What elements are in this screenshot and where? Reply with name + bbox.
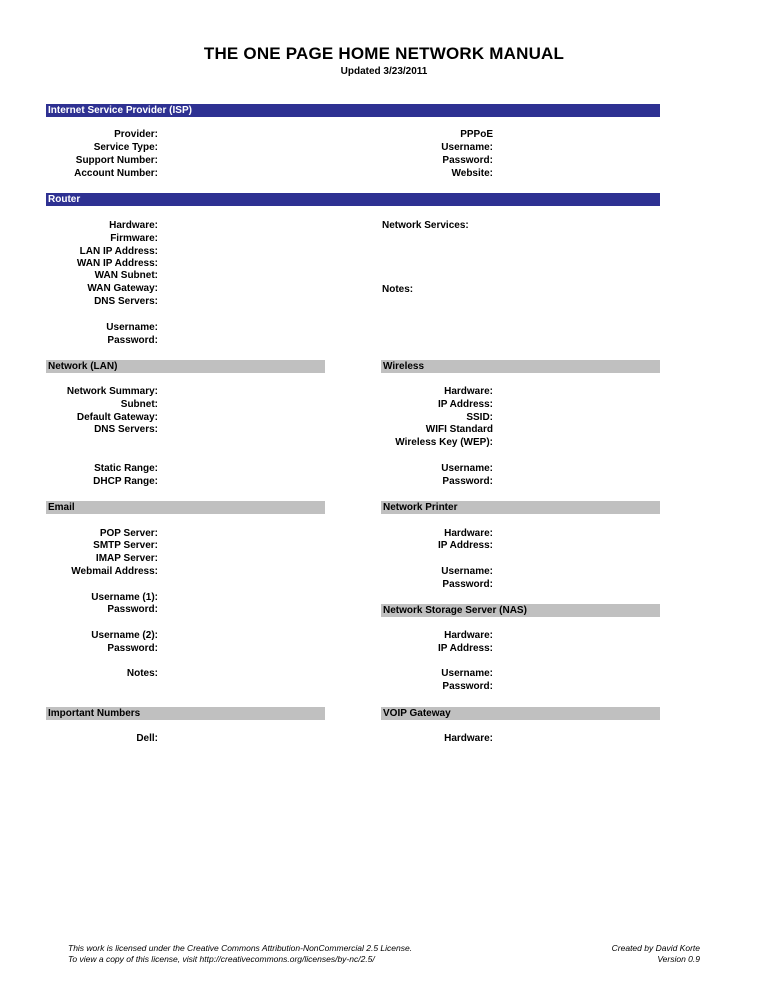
updated-date: Updated 3/23/2011	[340, 66, 428, 77]
isp-password-label: Password:	[442, 155, 493, 166]
email-webmail-address-label: Webmail Address:	[71, 566, 158, 577]
isp-website-label: Website:	[451, 168, 493, 179]
wireless-section-header: Wireless	[381, 360, 660, 373]
isp-provider-label: Provider:	[114, 129, 158, 140]
router-wan-ip-label: WAN IP Address:	[76, 258, 158, 269]
important-numbers-section-header: Important Numbers	[46, 707, 325, 720]
nas-username-label: Username:	[441, 668, 493, 679]
router-hardware-label: Hardware:	[109, 220, 158, 231]
lan-default-gateway-label: Default Gateway:	[76, 412, 158, 423]
voip-section-header: VOIP Gateway	[381, 707, 660, 720]
router-firmware-label: Firmware:	[110, 233, 158, 244]
printer-section-header: Network Printer	[381, 501, 660, 514]
printer-hardware-label: Hardware:	[444, 528, 493, 539]
page-title: THE ONE PAGE HOME NETWORK MANUAL	[203, 44, 565, 63]
email-imap-server-label: IMAP Server:	[95, 553, 158, 564]
nas-hardware-label: Hardware:	[444, 630, 493, 641]
wireless-key-label: Wireless Key (WEP):	[395, 437, 493, 448]
lan-subnet-label: Subnet:	[120, 399, 158, 410]
nas-section-header: Network Storage Server (NAS)	[381, 604, 660, 617]
router-section-header: Router	[46, 193, 660, 206]
email-password-1-label: Password:	[107, 604, 158, 615]
isp-pppoe-label: PPPoE	[460, 129, 493, 140]
email-username-1-label: Username (1):	[91, 592, 158, 603]
email-password-2-label: Password:	[107, 643, 158, 654]
isp-username-label: Username:	[441, 142, 493, 153]
email-smtp-server-label: SMTP Server:	[93, 540, 158, 551]
printer-password-label: Password:	[442, 579, 493, 590]
email-section-header: Email	[46, 501, 325, 514]
printer-username-label: Username:	[441, 566, 493, 577]
email-notes-label: Notes:	[126, 668, 158, 679]
router-username-label: Username:	[106, 322, 158, 333]
wireless-hardware-label: Hardware:	[444, 386, 493, 397]
lan-section-header: Network (LAN)	[46, 360, 325, 373]
wireless-password-label: Password:	[442, 476, 493, 487]
voip-hardware-label: Hardware:	[444, 733, 493, 741]
router-notes-label: Notes:	[382, 284, 414, 295]
nas-password-label: Password:	[442, 681, 493, 692]
wireless-wifi-standard-label: WIFI Standard	[425, 424, 493, 435]
footer-author: Created by David Korte	[611, 943, 700, 953]
router-network-services-label: Network Services:	[382, 220, 469, 231]
lan-dns-servers-label: DNS Servers:	[94, 424, 158, 435]
isp-section-header: Internet Service Provider (ISP)	[46, 104, 660, 117]
footer-license-line-2: To view a copy of this license, visit http://creativecommons.org/licenses/by-nc/2.5/	[68, 954, 375, 964]
footer-version: Version 0.9	[657, 954, 700, 964]
wireless-ip-address-label: IP Address:	[437, 399, 493, 410]
wireless-username-label: Username:	[441, 463, 493, 474]
router-dns-servers-label: DNS Servers:	[94, 296, 158, 307]
wireless-ssid-label: SSID:	[466, 412, 493, 423]
footer-license-line-1: This work is licensed under the Creative Commons Attribution-NonCommercial 2.5 License.	[68, 943, 413, 953]
isp-support-number-label: Support Number:	[75, 155, 158, 166]
lan-dhcp-range-label: DHCP Range:	[93, 476, 158, 487]
important-numbers-dell-label: Dell:	[136, 733, 158, 741]
lan-static-range-label: Static Range:	[94, 463, 158, 474]
router-wan-gateway-label: WAN Gateway:	[87, 283, 158, 294]
email-pop-server-label: POP Server:	[99, 528, 158, 539]
email-username-2-label: Username (2):	[91, 630, 158, 641]
isp-service-type-label: Service Type:	[93, 142, 158, 153]
router-password-label: Password:	[107, 335, 158, 346]
isp-account-number-label: Account Number:	[74, 168, 158, 179]
nas-ip-address-label: IP Address:	[437, 643, 493, 654]
lan-network-summary-label: Network Summary:	[66, 386, 158, 397]
printer-ip-address-label: IP Address:	[437, 540, 493, 551]
router-wan-subnet-label: WAN Subnet:	[94, 270, 158, 281]
router-lan-ip-label: LAN IP Address:	[79, 246, 158, 257]
